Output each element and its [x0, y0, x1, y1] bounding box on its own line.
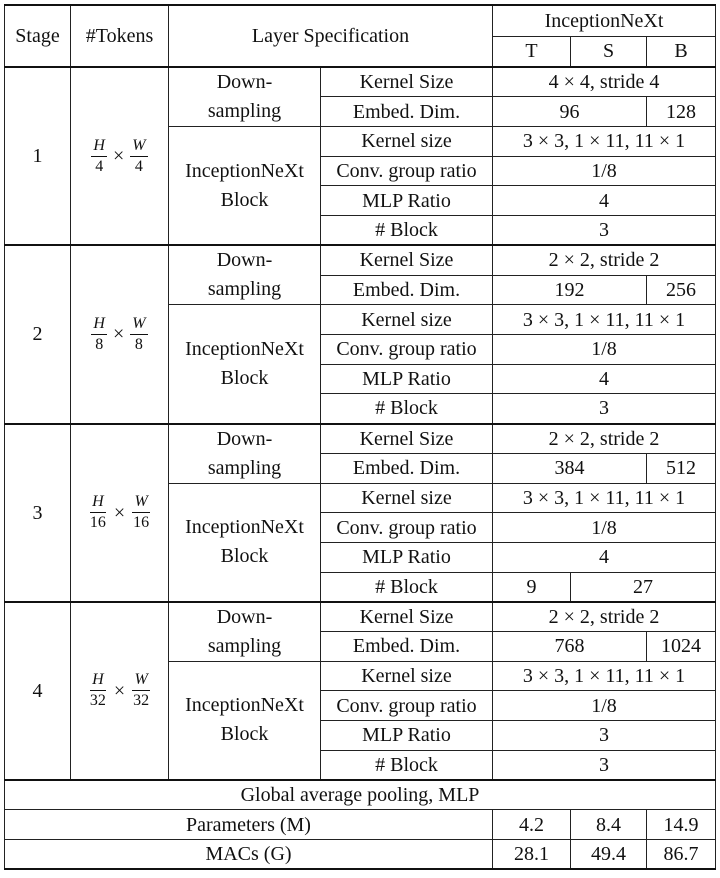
- block-label: [169, 335, 320, 393]
- table-header: [5, 5, 716, 67]
- mlp-ratio-value: 4: [493, 186, 716, 216]
- fraction-numerator: H: [91, 138, 107, 157]
- params-row: [5, 810, 716, 840]
- mlp-ratio-label: MLP Ratio: [321, 721, 493, 751]
- fraction-denominator: 8: [134, 335, 143, 353]
- block-kernel-value: 3 × 3, 1 × 11, 11 × 1: [493, 305, 716, 335]
- fraction-numerator: W: [132, 672, 149, 691]
- mlp-ratio-label: MLP Ratio: [321, 364, 493, 394]
- macs-t: 28.1: [493, 839, 571, 869]
- downsampling-cell: [169, 67, 321, 127]
- downsampling-label: [169, 425, 320, 483]
- fraction-denominator: 4: [134, 157, 143, 175]
- group-ratio-label: Conv. group ratio: [321, 334, 493, 364]
- token-width-fraction: [130, 316, 147, 353]
- embed-dim-ts-value: 96: [493, 97, 647, 127]
- fraction-numerator: H: [90, 494, 106, 513]
- stage-number: 3: [5, 424, 71, 602]
- block-cell: [169, 661, 321, 780]
- num-block-label: # Block: [321, 394, 493, 424]
- embed-dim-label: Embed. Dim.: [321, 453, 493, 483]
- num-block-label: # Block: [321, 216, 493, 246]
- token-size: [71, 602, 169, 780]
- params-label: Parameters (M): [5, 810, 493, 840]
- fraction-numerator: W: [132, 494, 149, 513]
- label-line: Down-: [216, 71, 273, 93]
- fraction-denominator: 16: [89, 514, 106, 532]
- stage-body: [5, 67, 716, 780]
- num-block-label: # Block: [321, 750, 493, 780]
- kernel-size-label: Kernel Size: [321, 245, 493, 275]
- block-label: [169, 691, 320, 749]
- mlp-ratio-label: MLP Ratio: [321, 542, 493, 572]
- downsampling-label: [169, 68, 320, 126]
- embed-dim-ts-value: 768: [493, 632, 647, 662]
- label-line: Down-: [216, 605, 273, 628]
- kernel-size-label: Kernel Size: [321, 602, 493, 632]
- fraction-denominator: 4: [95, 157, 104, 175]
- token-height-fraction: [91, 138, 107, 175]
- label-line: Block: [220, 723, 269, 746]
- num-block-value: 3: [493, 750, 716, 780]
- num-block-value: 3: [493, 394, 716, 424]
- downsampling-label: [169, 603, 320, 661]
- stage-number: 1: [5, 67, 71, 245]
- mlp-ratio-label: MLP Ratio: [321, 186, 493, 216]
- kernel-size-label: Kernel Size: [321, 67, 493, 97]
- token-height-fraction: [91, 316, 107, 353]
- stage-number: 4: [5, 602, 71, 780]
- block-kernel-value: 3 × 3, 1 × 11, 11 × 1: [493, 127, 716, 157]
- fraction-numerator: W: [130, 316, 147, 335]
- group-ratio-label: Conv. group ratio: [321, 691, 493, 721]
- times-sign: ×: [112, 145, 125, 168]
- fraction-numerator: W: [130, 138, 147, 157]
- label-line: Down-: [216, 249, 273, 272]
- block-kernel-label: Kernel size: [321, 305, 493, 335]
- header-model: InceptionNeXt: [493, 5, 716, 36]
- token-height-fraction: [88, 672, 108, 709]
- header-layer-spec: Layer Specification: [169, 5, 493, 67]
- macs-row: [5, 839, 716, 869]
- kernel-size-value: 2 × 2, stride 2: [493, 424, 716, 454]
- label-line: Down-: [216, 427, 273, 450]
- label-line: Block: [220, 188, 269, 211]
- stage-number: 2: [5, 245, 71, 423]
- group-ratio-value: 1/8: [493, 156, 716, 186]
- embed-dim-ts-value: 384: [493, 453, 647, 483]
- macs-label: MACs (G): [5, 839, 493, 869]
- architecture-table: [4, 4, 716, 870]
- token-height-fraction: [88, 494, 108, 531]
- block-cell: [169, 305, 321, 424]
- mlp-ratio-value: 4: [493, 542, 716, 572]
- kernel-size-label: Kernel Size: [321, 424, 493, 454]
- embed-dim-label: Embed. Dim.: [321, 97, 493, 127]
- params-b: 14.9: [647, 810, 716, 840]
- fraction-denominator: 32: [89, 692, 106, 710]
- block-cell: [169, 127, 321, 246]
- num-block-sb-value: 27: [571, 572, 716, 602]
- label-line: sampling: [207, 634, 282, 657]
- downsampling-cell: [169, 424, 321, 484]
- group-ratio-label: Conv. group ratio: [321, 156, 493, 186]
- label-line: InceptionNeXt: [185, 694, 304, 717]
- token-width-fraction: [131, 494, 151, 531]
- fraction-denominator: 8: [95, 335, 104, 353]
- downsampling-cell: [169, 245, 321, 305]
- header-tokens: #Tokens: [71, 5, 169, 67]
- table-footer: [5, 780, 716, 869]
- embed-dim-label: Embed. Dim.: [321, 275, 493, 305]
- mlp-ratio-value: 3: [493, 721, 716, 751]
- kernel-size-value: 2 × 2, stride 2: [493, 602, 716, 632]
- block-kernel-value: 3 × 3, 1 × 11, 11 × 1: [493, 661, 716, 691]
- label-line: Block: [220, 545, 269, 568]
- downsampling-label: [169, 246, 320, 304]
- token-width-fraction: [130, 138, 147, 175]
- header-stage: Stage: [5, 5, 71, 67]
- embed-dim-ts-value: 192: [493, 275, 647, 305]
- embed-dim-b-value: 1024: [647, 632, 716, 662]
- embed-dim-b-value: 512: [647, 453, 716, 483]
- table-row: [5, 602, 716, 632]
- fraction-denominator: 16: [133, 514, 150, 532]
- fraction-numerator: H: [90, 672, 106, 691]
- token-size: [71, 424, 169, 602]
- kernel-size-value: 2 × 2, stride 2: [493, 245, 716, 275]
- label-line: InceptionNeXt: [185, 516, 304, 539]
- embed-dim-b-value: 128: [647, 97, 716, 127]
- fraction-denominator: 32: [133, 692, 150, 710]
- token-size: [71, 245, 169, 423]
- block-label: [169, 513, 320, 571]
- embed-dim-label: Embed. Dim.: [321, 632, 493, 662]
- token-width-fraction: [131, 672, 151, 709]
- block-kernel-value: 3 × 3, 1 × 11, 11 × 1: [493, 483, 716, 513]
- macs-s: 49.4: [571, 839, 647, 869]
- group-ratio-label: Conv. group ratio: [321, 513, 493, 543]
- times-sign: ×: [113, 501, 126, 524]
- pooling-row: [5, 780, 716, 810]
- macs-b: 86.7: [647, 839, 716, 869]
- group-ratio-value: 1/8: [493, 691, 716, 721]
- group-ratio-value: 1/8: [493, 513, 716, 543]
- table-row: [5, 424, 716, 454]
- mlp-ratio-value: 4: [493, 364, 716, 394]
- num-block-t-value: 9: [493, 572, 571, 602]
- table-row: [5, 67, 716, 97]
- params-t: 4.2: [493, 810, 571, 840]
- group-ratio-value: 1/8: [493, 334, 716, 364]
- label-line: InceptionNeXt: [185, 337, 304, 360]
- header-variant-t: T: [493, 36, 571, 67]
- block-cell: [169, 483, 321, 602]
- times-sign: ×: [113, 679, 126, 702]
- table-row: [5, 245, 716, 275]
- label-line: InceptionNeXt: [185, 159, 304, 182]
- block-label: [169, 157, 320, 215]
- block-kernel-label: Kernel size: [321, 661, 493, 691]
- header-variant-s: S: [571, 36, 647, 67]
- num-block-label: # Block: [321, 572, 493, 602]
- params-s: 8.4: [571, 810, 647, 840]
- label-line: Block: [220, 366, 269, 389]
- kernel-size-value: 4 × 4, stride 4: [493, 67, 716, 97]
- label-line: sampling: [207, 100, 282, 122]
- times-sign: ×: [112, 323, 125, 346]
- label-line: sampling: [207, 456, 282, 479]
- block-kernel-label: Kernel size: [321, 483, 493, 513]
- fraction-numerator: H: [91, 316, 107, 335]
- block-kernel-label: Kernel size: [321, 127, 493, 157]
- downsampling-cell: [169, 602, 321, 662]
- pooling-cell: Global average pooling, MLP: [5, 780, 716, 810]
- token-size: [71, 67, 169, 245]
- label-line: sampling: [207, 278, 282, 301]
- num-block-value: 3: [493, 216, 716, 246]
- header-variant-b: B: [647, 36, 716, 67]
- embed-dim-b-value: 256: [647, 275, 716, 305]
